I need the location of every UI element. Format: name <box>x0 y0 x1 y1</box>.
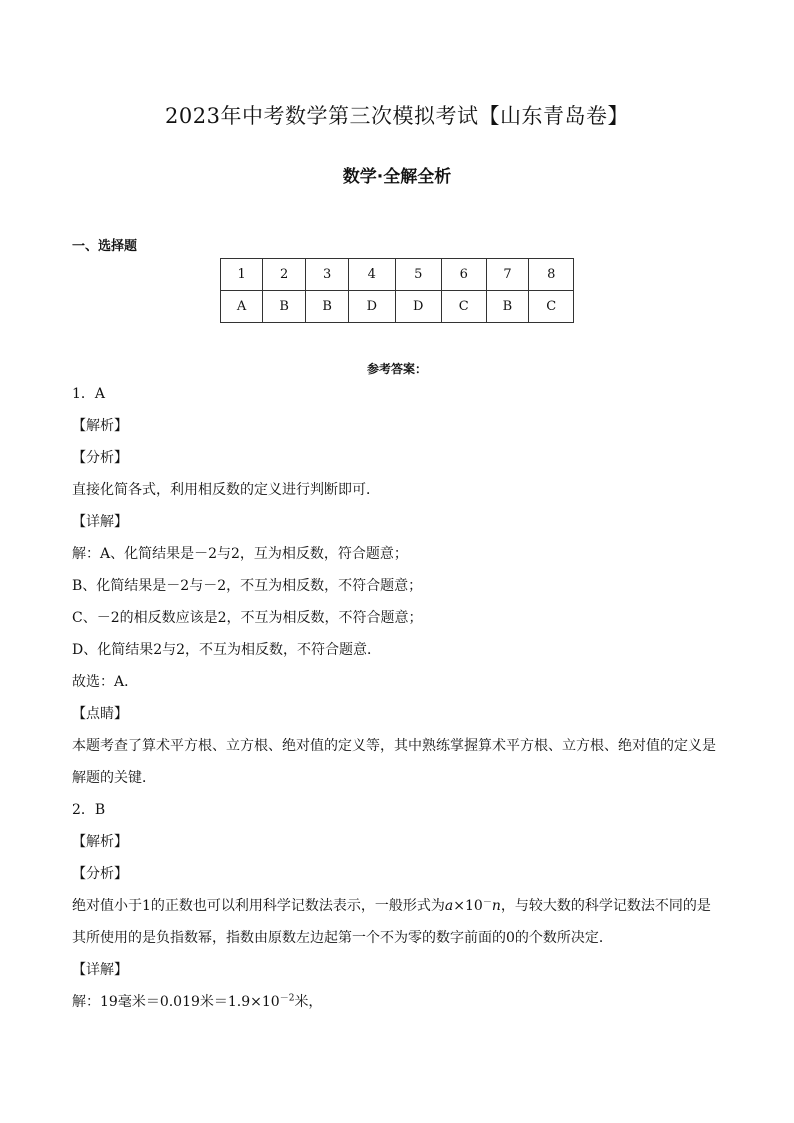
answer-cell: D <box>349 291 395 323</box>
answer-cell: C <box>529 291 574 323</box>
q2-jiexi-label: 【解析】 <box>72 834 128 850</box>
question-number-cell: 4 <box>349 259 395 291</box>
reference-answer-label: 参考答案： <box>366 362 427 376</box>
page-subtitle: 数学·全解全析 <box>342 167 452 187</box>
question-number-cell: 7 <box>486 259 529 291</box>
solutions-body <box>72 378 724 1018</box>
question-number-cell: 3 <box>306 259 349 291</box>
page-title: 2023年中考数学第三次模拟考试【山东青岛卷】 <box>165 104 629 128</box>
q2-detail-pre: 解：19毫米＝0.019米＝1.9×10 <box>72 994 280 1010</box>
answer-cell: B <box>306 291 349 323</box>
q1-fenxi-label: 【分析】 <box>72 450 128 466</box>
question-number-cell: 8 <box>529 259 574 291</box>
q2-detail-line <box>72 986 724 1018</box>
q1-dianjing-label: 【点睛】 <box>72 706 128 722</box>
question-number-cell: 5 <box>395 259 441 291</box>
q2-heading: 2．B <box>72 802 106 818</box>
answer-table-number-row <box>221 259 574 291</box>
q2-fenxi-text <box>72 890 724 954</box>
q1-detail-line: 解：A、化简结果是－2与2，互为相反数，符合题意； <box>72 546 408 562</box>
q1-heading: 1．A <box>72 386 106 402</box>
question-number-cell: 6 <box>442 259 487 291</box>
q1-detail-line: 故选：A． <box>72 674 139 690</box>
answer-cell: B <box>486 291 529 323</box>
q2-detail-post: 米， <box>294 994 323 1010</box>
q2-formula-n: n <box>491 898 501 914</box>
q2-fenxi-post: ，与较大数的科学记数法不同的是其所使用的是负指数幂，指数由原数左边起第一个不为零的数字前面的0的个数所决定． <box>72 898 711 946</box>
answer-cell: D <box>395 291 441 323</box>
answer-cell: C <box>442 291 487 323</box>
q1-fenxi-text: 直接化简各式，利用相反数的定义进行判断即可． <box>72 482 380 498</box>
section-heading: 一、选择题 <box>72 239 138 254</box>
q1-detail-line: C、－2的相反数应该是2，不互为相反数，不符合题意； <box>72 610 423 626</box>
q1-xiangjie-label: 【详解】 <box>72 514 128 530</box>
q2-formula-a: a <box>444 898 454 914</box>
answer-cell: B <box>263 291 306 323</box>
answer-table <box>220 258 574 323</box>
q2-formula-times: ×10 <box>453 898 483 914</box>
q2-formula-exp-sign: － <box>482 897 492 908</box>
q2-xiangjie-label: 【详解】 <box>72 962 128 978</box>
q1-detail-line: D、化简结果2与2，不互为相反数，不符合题意． <box>72 642 382 658</box>
question-number-cell: 2 <box>263 259 306 291</box>
q1-detail-line: B、化简结果是－2与－2，不互为相反数，不符合题意； <box>72 578 423 594</box>
q1-dianjing-text: 本题考查了算术平方根、立方根、绝对值的定义等，其中熟练掌握算术平方根、立方根、绝对值的定义是解题的关键． <box>72 738 716 786</box>
q1-jiexi-label: 【解析】 <box>72 418 128 434</box>
q2-fenxi-label: 【分析】 <box>72 866 128 882</box>
answer-cell: A <box>221 291 263 323</box>
q2-fenxi-pre: 绝对值小于1的正数也可以利用科学记数法表示，一般形式为 <box>72 898 445 914</box>
q2-detail-exponent: －2 <box>279 993 295 1004</box>
answer-table-answer-row <box>221 291 574 323</box>
question-number-cell: 1 <box>221 259 263 291</box>
